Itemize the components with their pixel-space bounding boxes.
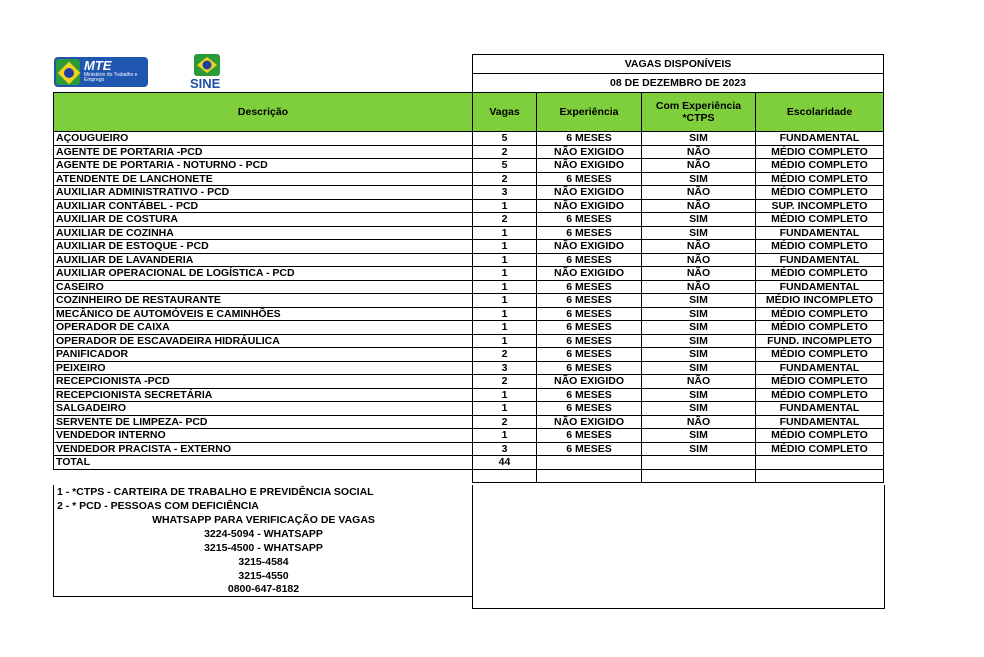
cell-descricao: OPERADOR DE ESCAVADEIRA HIDRÁULICA bbox=[54, 334, 473, 348]
cell-experiencia: 6 MESES bbox=[537, 172, 642, 186]
cell-experiencia: 6 MESES bbox=[537, 429, 642, 443]
cell-experiencia: NÃO EXIGIDO bbox=[537, 267, 642, 281]
table-row bbox=[54, 186, 884, 200]
cell-escolaridade: MÉDIO COMPLETO bbox=[756, 240, 884, 254]
empty-cell bbox=[642, 469, 756, 483]
notes-section bbox=[53, 485, 473, 597]
cell-vagas: 2 bbox=[473, 213, 537, 227]
cell-vagas: 3 bbox=[473, 442, 537, 456]
cell-experiencia: 6 MESES bbox=[537, 361, 642, 375]
cell-experiencia: 6 MESES bbox=[537, 226, 642, 240]
cell-vagas: 1 bbox=[473, 240, 537, 254]
cell-descricao: AUXILIAR CONTÁBEL - PCD bbox=[54, 199, 473, 213]
cell-descricao: ATENDENTE DE LANCHONETE bbox=[54, 172, 473, 186]
contact-line: 3224-5094 - WHATSAPP bbox=[204, 528, 323, 540]
table-row bbox=[54, 375, 884, 389]
cell-escolaridade: FUNDAMENTAL bbox=[756, 253, 884, 267]
table-row bbox=[54, 226, 884, 240]
empty-cell bbox=[756, 469, 884, 483]
table-row bbox=[54, 172, 884, 186]
sine-logo-text: SINE bbox=[190, 76, 221, 91]
column-header-ctps: Com Experiência *CTPS bbox=[642, 93, 756, 132]
cell-experiencia: 6 MESES bbox=[537, 321, 642, 335]
mte-logo-subtitle: Ministério do Trabalho e Emprego bbox=[84, 72, 138, 83]
cell-escolaridade: MÉDIO COMPLETO bbox=[756, 213, 884, 227]
table-row bbox=[54, 132, 884, 146]
cell-ctps: SIM bbox=[642, 388, 756, 402]
cell-descricao: PEIXEIRO bbox=[54, 361, 473, 375]
cell-descricao: RECEPCIONISTA SECRETÁRIA bbox=[54, 388, 473, 402]
table-row bbox=[54, 159, 884, 173]
cell-ctps: NÃO bbox=[642, 375, 756, 389]
cell-ctps: SIM bbox=[642, 172, 756, 186]
cell-experiencia: 6 MESES bbox=[537, 334, 642, 348]
cell-escolaridade: FUNDAMENTAL bbox=[756, 402, 884, 416]
cell-experiencia: 6 MESES bbox=[537, 280, 642, 294]
empty-cell bbox=[473, 469, 537, 483]
cell-escolaridade: MÉDIO COMPLETO bbox=[756, 429, 884, 443]
cell-experiencia: NÃO EXIGIDO bbox=[537, 375, 642, 389]
table-row bbox=[54, 429, 884, 443]
cell-ctps: SIM bbox=[642, 429, 756, 443]
cell-vagas: 1 bbox=[473, 429, 537, 443]
cell-escolaridade: MÉDIO COMPLETO bbox=[756, 348, 884, 362]
cell-escolaridade: FUNDAMENTAL bbox=[756, 415, 884, 429]
cell-experiencia: NÃO EXIGIDO bbox=[537, 159, 642, 173]
cell-descricao: AUXILIAR DE COSTURA bbox=[54, 213, 473, 227]
cell-escolaridade: MÉDIO INCOMPLETO bbox=[756, 294, 884, 308]
table-row bbox=[54, 199, 884, 213]
cell-vagas: 1 bbox=[473, 226, 537, 240]
table-row bbox=[54, 442, 884, 456]
cell-ctps: NÃO bbox=[642, 145, 756, 159]
cell-descricao: SALGADEIRO bbox=[54, 402, 473, 416]
table-row bbox=[54, 253, 884, 267]
empty-cell bbox=[537, 469, 642, 483]
cell-vagas: 1 bbox=[473, 334, 537, 348]
cell-ctps: NÃO bbox=[642, 267, 756, 281]
cell-experiencia: NÃO EXIGIDO bbox=[537, 240, 642, 254]
cell-vagas: 1 bbox=[473, 199, 537, 213]
cell-vagas: 1 bbox=[473, 388, 537, 402]
cell-experiencia: NÃO EXIGIDO bbox=[537, 186, 642, 200]
cell-vagas: 2 bbox=[473, 375, 537, 389]
note-pcd: 2 - * PCD - PESSOAS COM DEFICIÊNCIA bbox=[57, 500, 259, 512]
cell-ctps: NÃO bbox=[642, 159, 756, 173]
cell-descricao: MECÂNICO DE AUTOMÓVEIS E CAMINHÕES bbox=[54, 307, 473, 321]
cell-descricao: VENDEDOR INTERNO bbox=[54, 429, 473, 443]
cell-experiencia: 6 MESES bbox=[537, 307, 642, 321]
cell-vagas: 3 bbox=[473, 186, 537, 200]
cell-escolaridade: MÉDIO COMPLETO bbox=[756, 442, 884, 456]
cell-escolaridade: FUND. INCOMPLETO bbox=[756, 334, 884, 348]
cell-experiencia: 6 MESES bbox=[537, 253, 642, 267]
cell-ctps: SIM bbox=[642, 348, 756, 362]
cell-ctps: SIM bbox=[642, 442, 756, 456]
column-header-vagas: Vagas bbox=[473, 93, 537, 132]
cell-escolaridade: MÉDIO COMPLETO bbox=[756, 172, 884, 186]
cell-escolaridade: FUNDAMENTAL bbox=[756, 132, 884, 146]
cell-vagas: 1 bbox=[473, 294, 537, 308]
cell-ctps: SIM bbox=[642, 334, 756, 348]
table-row bbox=[54, 321, 884, 335]
cell-experiencia: NÃO EXIGIDO bbox=[537, 145, 642, 159]
cell-descricao: RECEPCIONISTA -PCD bbox=[54, 375, 473, 389]
cell-descricao: AUXILIAR DE COZINHA bbox=[54, 226, 473, 240]
mte-logo-text: MTE bbox=[84, 58, 112, 73]
column-header-experiencia: Experiência bbox=[537, 93, 642, 132]
vacancies-table bbox=[53, 54, 884, 483]
cell-experiencia: NÃO EXIGIDO bbox=[537, 415, 642, 429]
cell-escolaridade: MÉDIO COMPLETO bbox=[756, 159, 884, 173]
cell-descricao: AGENTE DE PORTARIA - NOTURNO - PCD bbox=[54, 159, 473, 173]
cell-ctps: NÃO bbox=[642, 186, 756, 200]
cell-ctps: NÃO bbox=[642, 199, 756, 213]
cell-experiencia: 6 MESES bbox=[537, 294, 642, 308]
cell-ctps: SIM bbox=[642, 361, 756, 375]
cell-ctps: NÃO bbox=[642, 240, 756, 254]
table-row bbox=[54, 307, 884, 321]
table-row bbox=[54, 348, 884, 362]
empty-row bbox=[54, 469, 884, 483]
table-row bbox=[54, 402, 884, 416]
cell-ctps: SIM bbox=[642, 294, 756, 308]
table-row bbox=[54, 415, 884, 429]
cell-vagas: 3 bbox=[473, 361, 537, 375]
table-header bbox=[54, 93, 884, 132]
cell-vagas: 2 bbox=[473, 415, 537, 429]
table-row bbox=[54, 145, 884, 159]
cell-escolaridade: FUNDAMENTAL bbox=[756, 280, 884, 294]
cell-experiencia: 6 MESES bbox=[537, 348, 642, 362]
cell-escolaridade: MÉDIO COMPLETO bbox=[756, 375, 884, 389]
cell-experiencia: 6 MESES bbox=[537, 388, 642, 402]
cell-ctps: NÃO bbox=[642, 280, 756, 294]
cell-descricao: COZINHEIRO DE RESTAURANTE bbox=[54, 294, 473, 308]
cell-escolaridade: MÉDIO COMPLETO bbox=[756, 145, 884, 159]
empty-cell bbox=[756, 456, 884, 470]
cell-experiencia: NÃO EXIGIDO bbox=[537, 199, 642, 213]
cell-escolaridade: MÉDIO COMPLETO bbox=[756, 307, 884, 321]
table-row bbox=[54, 240, 884, 254]
cell-descricao: AGENTE DE PORTARIA -PCD bbox=[54, 145, 473, 159]
page-title: VAGAS DISPONÍVEIS bbox=[473, 55, 884, 74]
table-row bbox=[54, 334, 884, 348]
cell-ctps: SIM bbox=[642, 307, 756, 321]
cell-vagas: 2 bbox=[473, 348, 537, 362]
cell-descricao: AUXILIAR OPERACIONAL DE LOGÍSTICA - PCD bbox=[54, 267, 473, 281]
total-row bbox=[54, 456, 884, 470]
contact-line: 3215-4584 bbox=[238, 556, 289, 568]
column-header-descricao: Descrição bbox=[54, 93, 473, 132]
date-label: 08 DE DEZEMBRO DE 2023 bbox=[473, 74, 884, 93]
cell-vagas: 5 bbox=[473, 159, 537, 173]
table-row bbox=[54, 213, 884, 227]
cell-descricao: PANIFICADOR bbox=[54, 348, 473, 362]
cell-vagas: 1 bbox=[473, 280, 537, 294]
cell-ctps: SIM bbox=[642, 213, 756, 227]
cell-descricao: VENDEDOR PRACISTA - EXTERNO bbox=[54, 442, 473, 456]
cell-escolaridade: FUNDAMENTAL bbox=[756, 226, 884, 240]
cell-ctps: SIM bbox=[642, 402, 756, 416]
cell-experiencia: 6 MESES bbox=[537, 132, 642, 146]
contact-line: 0800-647-8182 bbox=[227, 583, 300, 595]
table-row bbox=[54, 388, 884, 402]
cell-ctps: NÃO bbox=[642, 253, 756, 267]
cell-ctps: SIM bbox=[642, 226, 756, 240]
cell-descricao: CASEIRO bbox=[54, 280, 473, 294]
cell-descricao: AUXILIAR DE ESTOQUE - PCD bbox=[54, 240, 473, 254]
cell-vagas: 1 bbox=[473, 402, 537, 416]
total-value: 44 bbox=[473, 456, 537, 470]
cell-experiencia: 6 MESES bbox=[537, 442, 642, 456]
cell-experiencia: 6 MESES bbox=[537, 213, 642, 227]
cell-escolaridade: MÉDIO COMPLETO bbox=[756, 388, 884, 402]
cell-vagas: 1 bbox=[473, 253, 537, 267]
total-label: TOTAL bbox=[54, 456, 473, 470]
contact-line: 3215-4550 bbox=[238, 570, 289, 582]
table-row bbox=[54, 280, 884, 294]
cell-vagas: 5 bbox=[473, 132, 537, 146]
column-header-escolaridade: Escolaridade bbox=[756, 93, 884, 132]
cell-escolaridade: MÉDIO COMPLETO bbox=[756, 321, 884, 335]
cell-vagas: 2 bbox=[473, 145, 537, 159]
cell-vagas: 1 bbox=[473, 307, 537, 321]
cell-descricao: AUXILIAR DE LAVANDERIA bbox=[54, 253, 473, 267]
cell-ctps: SIM bbox=[642, 132, 756, 146]
cell-descricao: SERVENTE DE LIMPEZA- PCD bbox=[54, 415, 473, 429]
cell-vagas: 1 bbox=[473, 321, 537, 335]
cell-escolaridade: FUNDAMENTAL bbox=[756, 361, 884, 375]
cell-descricao: OPERADOR DE CAIXA bbox=[54, 321, 473, 335]
note-ctps: 1 - *CTPS - CARTEIRA DE TRABALHO E PREVIDÊNCIA SOCIAL bbox=[57, 486, 374, 498]
cell-ctps: NÃO bbox=[642, 415, 756, 429]
cell-escolaridade: SUP. INCOMPLETO bbox=[756, 199, 884, 213]
empty-cell bbox=[642, 456, 756, 470]
cell-vagas: 2 bbox=[473, 172, 537, 186]
cell-vagas: 1 bbox=[473, 267, 537, 281]
cell-escolaridade: MÉDIO COMPLETO bbox=[756, 267, 884, 281]
cell-escolaridade: MÉDIO COMPLETO bbox=[756, 186, 884, 200]
cell-ctps: SIM bbox=[642, 321, 756, 335]
cell-experiencia: 6 MESES bbox=[537, 402, 642, 416]
empty-cell bbox=[54, 469, 473, 483]
cell-descricao: AUXILIAR ADMINISTRATIVO - PCD bbox=[54, 186, 473, 200]
table-row bbox=[54, 294, 884, 308]
empty-cell bbox=[537, 456, 642, 470]
table-row bbox=[54, 361, 884, 375]
table-row bbox=[54, 267, 884, 281]
cell-descricao: AÇOUGUEIRO bbox=[54, 132, 473, 146]
contact-heading: WHATSAPP PARA VERIFICAÇÃO DE VAGAS bbox=[152, 514, 375, 526]
blank-box bbox=[472, 485, 885, 609]
contact-line: 3215-4500 - WHATSAPP bbox=[204, 542, 323, 554]
